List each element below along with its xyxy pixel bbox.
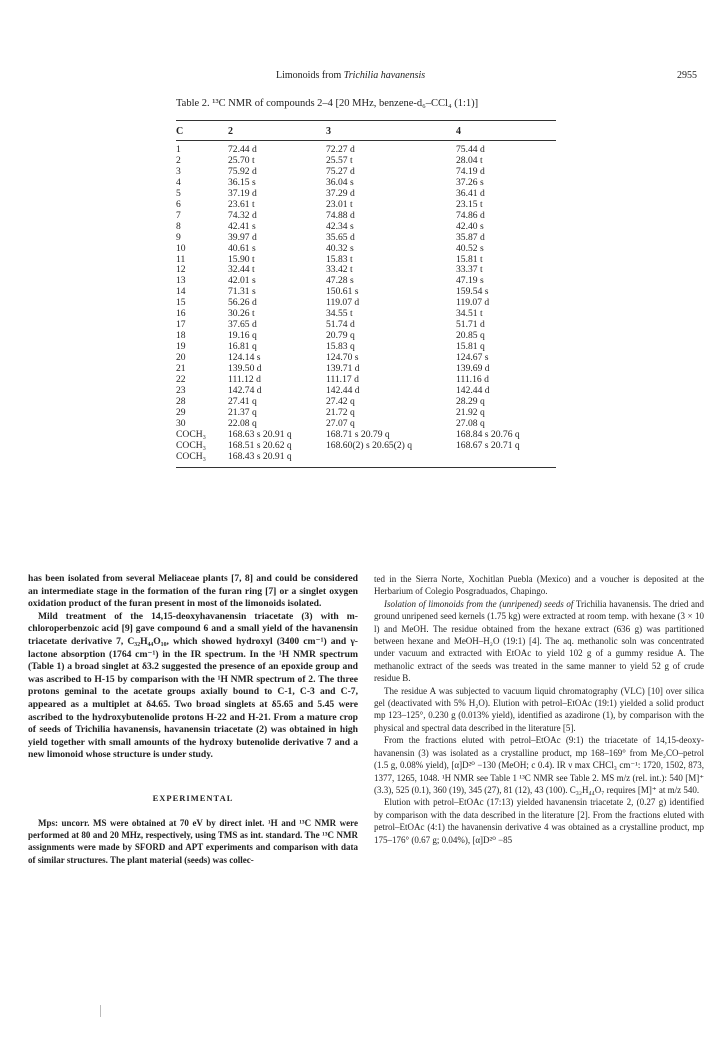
shift-value: 15.81 q xyxy=(456,341,485,353)
shift-value: 27.08 q xyxy=(456,417,485,429)
shift-value: 56.26 d xyxy=(228,297,257,309)
shift-value: 74.86 d xyxy=(456,209,485,221)
carbon-label: 23 xyxy=(176,384,186,396)
genus-name: Trichilia xyxy=(575,598,607,609)
shift-value: 22.08 q xyxy=(228,417,257,429)
carbon-label: 12 xyxy=(176,264,186,276)
shift-value: 28.04 t xyxy=(456,154,483,166)
shift-value: 25.70 t xyxy=(228,154,255,166)
shift-value: 34.55 t xyxy=(326,308,353,320)
table-body xyxy=(176,139,556,463)
carbon-label: 30 xyxy=(176,417,186,429)
running-title: Limonoids from Trichilia havanensis xyxy=(276,70,426,81)
table-row xyxy=(176,452,556,463)
col-header-3: 3 xyxy=(326,126,331,137)
shift-value: 75.27 d xyxy=(326,165,355,177)
paragraph: Elution with petrol–EtOAc (17:13) yielded havanensin triacetate 2, (0.27 g) identified by comparison with the data described in the literature [2]. From the fractions eluted with petrol–EtOAc (4:1) the havanensin derivative 4 was obtained as a crystalline product, mp 175–176° (0.67 g; 0.04%), [α]D²⁰ −85 xyxy=(374,797,704,845)
table-top-rule xyxy=(176,120,556,121)
shift-value: 111.12 d xyxy=(228,374,261,386)
shift-value: 40.52 s xyxy=(456,242,484,254)
carbon-label: 18 xyxy=(176,330,186,342)
shift-value: 159.54 s xyxy=(456,286,489,298)
shift-value: 40.32 s xyxy=(326,242,354,254)
page-number: 2955 xyxy=(677,70,697,81)
shift-value: 71.31 s xyxy=(228,286,256,298)
shift-value: 74.32 d xyxy=(228,209,257,221)
shift-value: 27.42 q xyxy=(326,395,355,407)
shift-value: 47.28 s xyxy=(326,275,354,287)
col-header-4: 4 xyxy=(456,126,461,137)
shift-value: 36.15 s xyxy=(228,176,256,188)
table-header-row xyxy=(176,124,556,139)
shift-value: 35.87 d xyxy=(456,231,485,243)
shift-value: 124.67 s xyxy=(456,352,489,364)
shift-value: 25.57 t xyxy=(326,154,353,166)
shift-value: 75.44 d xyxy=(456,144,485,155)
carbon-label: 1 xyxy=(176,144,181,155)
shift-value: 139.50 d xyxy=(228,363,262,375)
shift-value: 15.90 t xyxy=(228,253,255,265)
paragraph: The residue A was subjected to vacuum liquid chromatography (VLC) [10] over silica gel (deactivated with 5% H₂O). Elution with petrol–EtOAc (19:1) yielded a solid product mp 123–125°, 0.230 g (0.013% yield), identified as azadirone (1), by comparison with the physical and spectral data described in the literature [5]. xyxy=(374,685,704,733)
running-title-genus: Trichilia havanensis xyxy=(343,70,426,81)
shift-value: 21.37 q xyxy=(228,406,257,418)
shift-value: 36.41 d xyxy=(456,187,485,199)
carbon-label: 4 xyxy=(176,176,181,188)
carbon-label: 7 xyxy=(176,209,181,221)
table-bottom-rule xyxy=(176,467,556,468)
col-header-2: 2 xyxy=(228,126,233,137)
shift-value: 20.79 q xyxy=(326,330,355,342)
table-row xyxy=(176,233,556,244)
section-heading-experimental: EXPERIMENTAL xyxy=(152,792,234,803)
paragraph-text: havanensis. The dried and ground unripened seed kernels (1.75 kg) were extracted at room temp. with hexane (3 × 10 l) and MeOH. The residue obtained from the hexane extract (636 g) was partitioned between hexane and MeOH–H₂O (19:1) [4]. The aq. methanolic soln was concentrated under vacuum and extracted with EtOAc to yield 102 g of a gummy residue A. The methanolic extract of the seeds was treated in the same manner to yield 52 g of crude residue B. xyxy=(374,598,704,684)
shift-value: 72.44 d xyxy=(228,144,257,155)
shift-value: 51.71 d xyxy=(456,319,485,331)
shift-value: 139.69 d xyxy=(456,363,490,375)
carbon-label: 10 xyxy=(176,242,186,254)
shift-value: 21.72 q xyxy=(326,406,355,418)
table-row xyxy=(176,222,556,233)
carbon-label: 22 xyxy=(176,374,186,386)
shift-value: 168.43 s 20.91 q xyxy=(228,450,292,462)
shift-value: 40.61 s xyxy=(228,242,256,254)
shift-value: 23.01 t xyxy=(326,198,353,210)
subsection-title: Isolation of limonoids from the (unripened) seeds of xyxy=(384,598,574,609)
shift-value: 37.29 d xyxy=(326,187,355,199)
shift-value: 142.74 d xyxy=(228,384,262,396)
shift-value: 119.07 d xyxy=(456,297,490,309)
carbon-label: 21 xyxy=(176,363,186,375)
paragraph: has been isolated from several Meliaceae plants [7, 8] and could be considered an intermediate stage in the formation of the furan ring [7] or a singlet oxygen oxidation product of the furan present in most of the limonoids isolated. xyxy=(28,573,358,610)
carbon-label: COCH₃ xyxy=(176,439,206,451)
table-row xyxy=(176,244,556,255)
shift-value: 19.16 q xyxy=(228,330,257,342)
carbon-label: 2 xyxy=(176,154,181,166)
shift-value: 15.83 q xyxy=(326,341,355,353)
shift-value: 27.07 q xyxy=(326,417,355,429)
shift-value: 15.83 t xyxy=(326,253,353,265)
shift-value: 111.16 d xyxy=(456,374,489,386)
shift-value: 35.65 d xyxy=(326,231,355,243)
shift-value: 28.29 q xyxy=(456,395,485,407)
table-caption: Table 2. ¹³C NMR of compounds 2–4 [20 MHz, benzene-d₆–CCl₄ (1:1)] xyxy=(176,98,479,109)
carbon-label: 19 xyxy=(176,341,186,353)
carbon-label: 16 xyxy=(176,308,186,320)
shift-value: 39.97 d xyxy=(228,231,257,243)
right-column xyxy=(374,573,704,846)
shift-value: 30.26 t xyxy=(228,308,255,320)
shift-value: 47.19 s xyxy=(456,275,484,287)
shift-value: 37.65 d xyxy=(228,319,257,331)
col-header-c: C xyxy=(176,126,184,137)
running-header xyxy=(0,70,723,84)
shift-value: 42.41 s xyxy=(228,220,256,232)
shift-value: 42.01 s xyxy=(228,275,256,287)
shift-value: 32.44 t xyxy=(228,264,255,276)
carbon-label: 3 xyxy=(176,165,181,177)
shift-value xyxy=(326,452,456,463)
shift-value: 27.41 q xyxy=(228,395,257,407)
shift-value: 150.61 s xyxy=(326,286,359,298)
shift-value: 36.04 s xyxy=(326,176,354,188)
carbon-label: 13 xyxy=(176,275,186,287)
carbon-label: 29 xyxy=(176,406,186,418)
shift-value: 74.19 d xyxy=(456,165,485,177)
shift-value: 23.61 t xyxy=(228,198,255,210)
shift-value: 168.71 s 20.79 q xyxy=(326,428,390,440)
shift-value: 168.67 s 20.71 q xyxy=(456,439,520,451)
carbon-label: 5 xyxy=(176,187,181,199)
shift-value: 33.37 t xyxy=(456,264,483,276)
carbon-label: 8 xyxy=(176,220,181,232)
carbon-label: 17 xyxy=(176,319,186,331)
shift-value: 23.15 t xyxy=(456,198,483,210)
paragraph: ted in the Sierra Norte, Xochitlan Puebla (Mexico) and a voucher is deposited at the Herbarium of Colegio Posgraduados, Chapingo. xyxy=(374,574,704,597)
shift-value: 33.42 t xyxy=(326,264,353,276)
shift-value: 37.19 d xyxy=(228,187,257,199)
carbon-label: 9 xyxy=(176,231,181,243)
shift-value: 51.74 d xyxy=(326,319,355,331)
carbon-label: 11 xyxy=(176,253,186,265)
shift-value: 37.26 s xyxy=(456,176,484,188)
paragraph: Mild treatment of the 14,15-deoxyhavanensin triacetate (3) with m-chloroperbenzoic acid [9] gave compound 6 and a small yield of the havanensin triacetate derivative 7, C₃₂H₄₄O₁₀, which showed hydroxyl (3400 cm⁻¹) and γ-lactone absorption (1764 cm⁻¹) in the IR spectrum. In the ¹H NMR spectrum (Table 1) a broad singlet at δ3.2 suggested the presence of an epoxide group and was ascribed to H-15 by comparison with the ¹H NMR spectrum of 2. The three protons geminal to the acetate groups axially bound to C-1, C-3 and C-7, appeared as a multiplet at δ4.65. Two broad singlets at δ5.65 and 5.45 were ascribed to the hydroxybutenolide protons H-22 and H-21. From a mature crop of seeds of Trichilia havanensis, havanensin triacetate (2) was obtained in high yield together with small amounts of the hydroxy butenolide derivative 7 and a new limonoid whose structure is under study. xyxy=(28,610,358,761)
left-column xyxy=(28,573,358,866)
shift-value: 168.60(2) s 20.65(2) q xyxy=(326,439,413,451)
shift-value: 119.07 d xyxy=(326,297,360,309)
paragraph xyxy=(374,598,704,685)
shift-value: 15.81 t xyxy=(456,253,483,265)
carbon-label: 6 xyxy=(176,198,181,210)
shift-value: 124.14 s xyxy=(228,352,261,364)
shift-value: 72.27 d xyxy=(326,144,355,155)
shift-value: 142.44 d xyxy=(326,384,360,396)
shift-value: 16.81 q xyxy=(228,341,257,353)
shift-value: 21.92 q xyxy=(456,406,485,418)
table-row xyxy=(176,139,556,156)
shift-value: 42.40 s xyxy=(456,220,484,232)
shift-value: 34.51 t xyxy=(456,308,483,320)
shift-value: 124.70 s xyxy=(326,352,359,364)
nmr-table xyxy=(176,124,556,463)
shift-value: 42.34 s xyxy=(326,220,354,232)
carbon-label: 14 xyxy=(176,286,186,298)
carbon-label: COCH₃ xyxy=(176,428,206,440)
shift-value: 20.85 q xyxy=(456,330,485,342)
shift-value xyxy=(456,452,556,463)
shift-value: 142.44 d xyxy=(456,384,490,396)
carbon-label: 20 xyxy=(176,352,186,364)
carbon-label: COCH₃ xyxy=(176,450,206,462)
shift-value: 74.88 d xyxy=(326,209,355,221)
shift-value: 75.92 d xyxy=(228,165,257,177)
shift-value: 111.17 d xyxy=(326,374,359,386)
paragraph: From the fractions eluted with petrol–EtOAc (9:1) the triacetate of 14,15-deoxy-havanensin (3) was isolated as a crystalline product, mp 168–169° from Me₂CO–petrol (1.5 g, 0.08% yield), [α]D²⁰ −130 (MeOH; c 0.4). IR ν max CHCl₃ cm⁻¹: 1720, 1502, 873, 1377, 1265, 1048. ¹H NMR see Table 1 ¹³C NMR see Table 2. MS m/z (rel. int.): 540 [M]⁺ (3.3), 525 (0.1), 360 (19), 345 (27), 81 (12), 43 (100). C₃₂H₄₄O₇ requires [M]⁺ at m/z 540. xyxy=(374,735,704,795)
shift-value: 168.63 s 20.91 q xyxy=(228,428,292,440)
scan-mark xyxy=(100,1005,101,1017)
paragraph: Mps: uncorr. MS were obtained at 70 eV by direct inlet. ¹H and ¹³C NMR were performed at 80 and 20 MHz, respectively, using TMS as int. standard. The ¹³C NMR assignments were made by SFORD and APT experiments and comparison with data of similar structures. The plant material (seeds) was collec- xyxy=(28,817,358,865)
shift-value: 168.84 s 20.76 q xyxy=(456,428,520,440)
carbon-label: 28 xyxy=(176,395,186,407)
shift-value: 139.71 d xyxy=(326,363,360,375)
shift-value: 168.51 s 20.62 q xyxy=(228,439,292,451)
carbon-label: 15 xyxy=(176,297,186,309)
